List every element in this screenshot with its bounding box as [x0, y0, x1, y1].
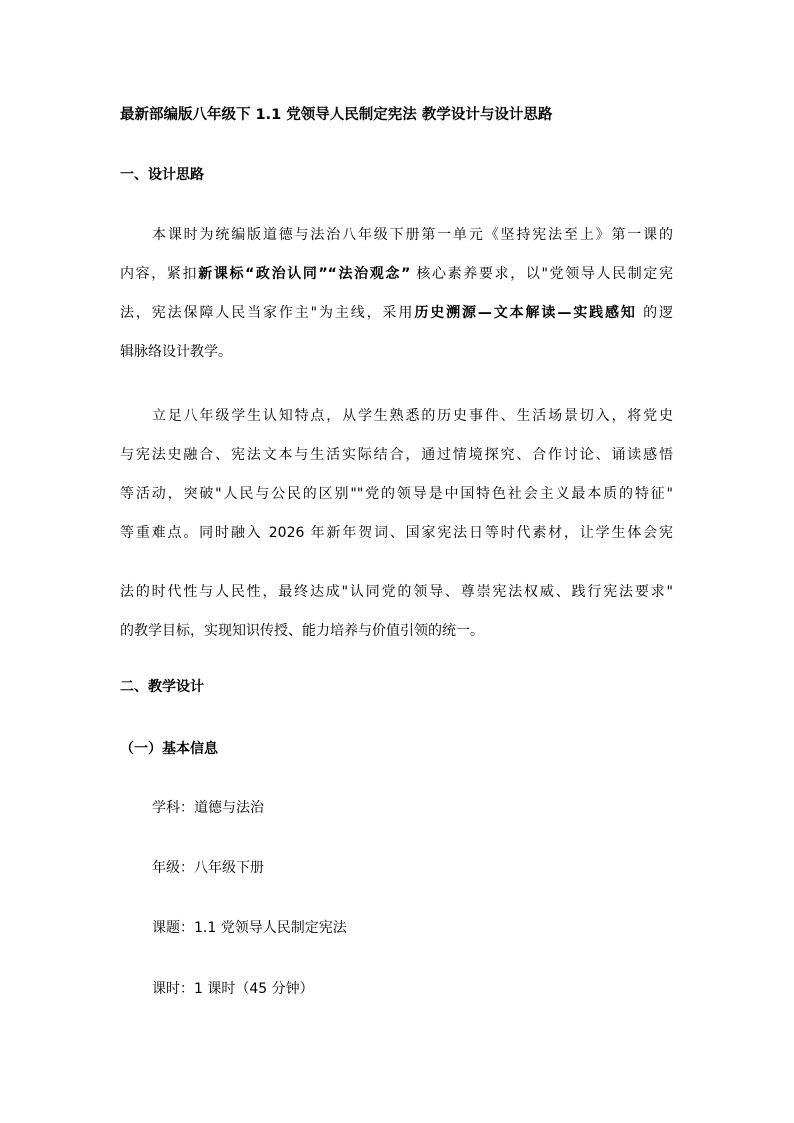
para1-line3 [120, 303, 673, 323]
para2-line4: 等重难点。同时融入 2026 年新年贺词、国家宪法日等时代素材，让学生体会宪 [120, 525, 673, 541]
info-grade: 年级：八年级下册 [152, 860, 264, 876]
para1-line3-bold-method: 历史溯源—文本解读—实践感知 [414, 305, 637, 321]
para1-line2-bold-standards: 新课标“政治认同”“法治观念” [198, 266, 411, 282]
para1-line3-text-a: 法，宪法保障人民当家作主"为主线，采用 [120, 305, 415, 321]
para1-line2-text-c: 核心素养要求，以"党领导人民制定宪 [416, 266, 673, 282]
document-title: 最新部编版八年级下 1.1 党领导人民制定宪法 教学设计与设计思路 [120, 107, 553, 123]
para2-line2: 与宪法史融合、宪法文本与生活实际结合，通过情境探究、合作讨论、诵读感悟 [120, 447, 673, 463]
info-topic: 课题：1.1 党领导人民制定宪法 [152, 920, 347, 936]
para1-line4: 辑脉络设计教学。 [120, 344, 232, 360]
subsection-heading-basic-info: （一）基本信息 [120, 741, 218, 757]
para2-line6: 的教学目标，实现知识传授、能力培养与价值引领的统一。 [120, 623, 484, 639]
section-heading-teaching-design: 二、教学设计 [120, 679, 204, 695]
info-period: 课时：1 课时（45 分钟） [152, 981, 314, 997]
para2-line3: 等活动，突破"人民与公民的区别""党的领导是中国特色社会主义最本质的特征" [120, 486, 673, 502]
para1-line2-text-a: 内容，紧扣 [120, 266, 199, 282]
para1-line3-text-c: 的逻 [643, 305, 673, 321]
para1-line2 [120, 264, 673, 284]
para2-line1: 立足八年级学生认知特点，从学生熟悉的历史事件、生活场景切入，将党史 [152, 408, 673, 424]
para1-line1: 本课时为统编版道德与法治八年级下册第一单元《坚持宪法至上》第一课的 [152, 227, 673, 243]
para2-line5: 法的时代性与人民性，最终达成"认同党的领导、尊崇宪法权威、践行宪法要求" [120, 584, 673, 600]
info-subject: 学科：道德与法治 [152, 800, 264, 816]
section-heading-design-idea: 一、设计思路 [120, 167, 204, 183]
